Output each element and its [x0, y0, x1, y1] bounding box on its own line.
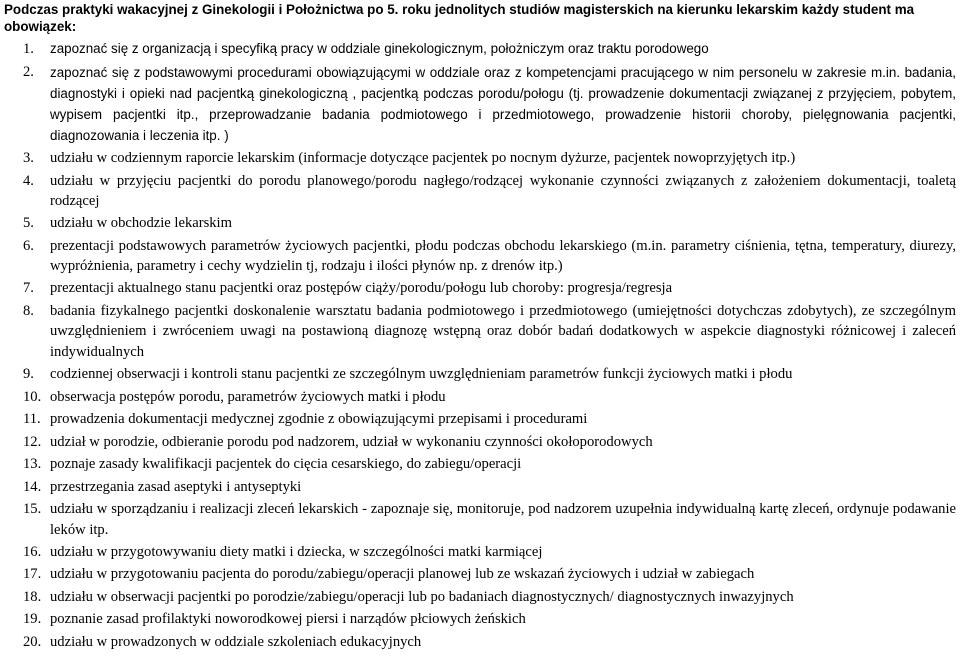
item-number: 17.: [23, 566, 42, 582]
item-number: 10.: [23, 388, 42, 405]
item-number: 16.: [23, 543, 42, 560]
item-number: 9.: [23, 366, 34, 382]
item-text: udziału w sporządzaniu i realizacji zleceń lekarskich - zapoznaje się, monitoruje, pod nadzorem uzupełnia indywidualną kartę zleceń, ordynuje podawanie leków itp.: [50, 501, 956, 538]
item-text: udziału w prowadzonych w oddziale szkoleniach edukacyjnych: [50, 633, 422, 650]
item-text: udział w porodzie, odbieranie porodu pod nadzorem, udział w wykonaniu czynności okołoporodowych: [50, 433, 653, 450]
item-number: 18.: [23, 588, 42, 605]
item-text: codziennej obserwacji i kontroli stanu pacjentki ze szczególnym uwzględnieniam parametrów funkcji życiowych matki i płodu: [50, 366, 793, 382]
item-number: 5.: [23, 215, 34, 231]
item-text: zapoznać się z podstawowymi procedurami obowiązującymi w oddziale oraz z kompetencjami pracującego w nim personelu w zakresie m.in. badania, diagnostyki i opieki nad pacjentką ginekologiczną , pacjentką podczas porodu/połogu (tj. prowadzenie dokumentacji związanej z przyjęciem, pobytem, wypisem pacjentki itp., przeprowadzanie badania podmiotowego i przedmiotowego, prowadzenie historii choroby, pielęgnowania pacjentki, diagnozowania i leczenia itp. ): [50, 64, 956, 144]
item-text: poznanie zasad profilaktyki noworodkowej piersi i narządów płciowych żeńskich: [50, 611, 526, 627]
item-text: prezentacji podstawowych parametrów życiowych pacjentki, płodu podczas obchodu lekarskiego (m.in. parametry ciśnienia, tętna, temperatury, diurezy, wypróżnienia, parametry i cechy wydzielin tj, rodzaju i ilości płynów np. z drenów itp.): [50, 237, 956, 274]
item-text: udziału w obchodzie lekarskim: [50, 215, 232, 231]
item-text: udziału w obserwacji pacjentki po porodzie/zabiegu/operacji lub po badaniach diagnostycznych/ diagnostycznych inwazyjnych: [50, 588, 794, 605]
item-number: 14.: [23, 478, 42, 495]
item-number: 19.: [23, 611, 42, 627]
item-text: udziału w przygotowaniu pacjenta do porodu/zabiegu/operacji planowej lub ze wskazań życiowych i udział w zabiegach: [50, 566, 755, 582]
item-text: badania fizykalnego pacjentki doskonalenie warsztatu badania podmiotowego i przedmiotowego (umiejętności dotychczas zdobytych), ze szczególnym uwzględnieniem i zwróceniem uwagi na postawioną diagnozę wstępną oraz dobór badań dodatkowych w aspekcie diagnostyki różnicowej i zaleceń indywidualnych: [50, 302, 956, 360]
item-text: prowadzenia dokumentacji medycznej zgodnie z obowiązującymi przepisami i procedurami: [50, 411, 588, 427]
item-number: 6.: [23, 237, 34, 254]
item-text: przestrzegania zasad aseptyki i antyseptyki: [50, 478, 302, 495]
item-number: 4.: [23, 172, 34, 189]
item-text: zapoznać się z organizacją i specyfiką pracy w oddziale ginekologicznym, położniczym oraz traktu porodowego: [50, 41, 709, 56]
item-number: 12.: [23, 433, 42, 450]
item-number: 1.: [23, 41, 34, 57]
item-text: prezentacji aktualnego stanu pacjentki oraz postępów ciąży/porodu/połogu lub choroby: progresja/regresja: [50, 280, 673, 296]
item-number: 11.: [23, 411, 41, 427]
item-number: 8.: [23, 302, 34, 319]
item-number: 7.: [23, 280, 34, 296]
document-heading: Podczas praktyki wakacyjnej z Ginekologii i Położnictwa po 5. roku jednolitych studiów magisterskich na kierunku lekarskim każdy student ma obowiązek:: [4, 2, 915, 34]
item-text: poznaje zasady kwalifikacji pacjentek do cięcia cesarskiego, do zabiegu/operacji: [50, 456, 522, 472]
item-number: 2.: [23, 63, 34, 80]
item-number: 15.: [23, 501, 42, 517]
item-text: udziału w przyjęciu pacjentki do porodu planowego/porodu nagłego/rodzącej wykonanie czynności związanych z założeniem dokumentacji, toaletą rodzącej: [50, 172, 956, 209]
item-number: 20.: [23, 633, 42, 650]
item-text: obserwacja postępów porodu, parametrów życiowych matki i płodu: [50, 388, 446, 405]
item-number: 13.: [23, 456, 42, 472]
item-text: udziału w codziennym raporcie lekarskim (informacje dotyczące pacjentek po nocnym dyżurze, pacjentek nowoprzyjętych itp.): [50, 150, 796, 166]
item-text: udziału w przygotowywaniu diety matki i dziecka, w szczególności matki karmiącej: [50, 543, 543, 560]
item-number: 3.: [23, 150, 34, 166]
